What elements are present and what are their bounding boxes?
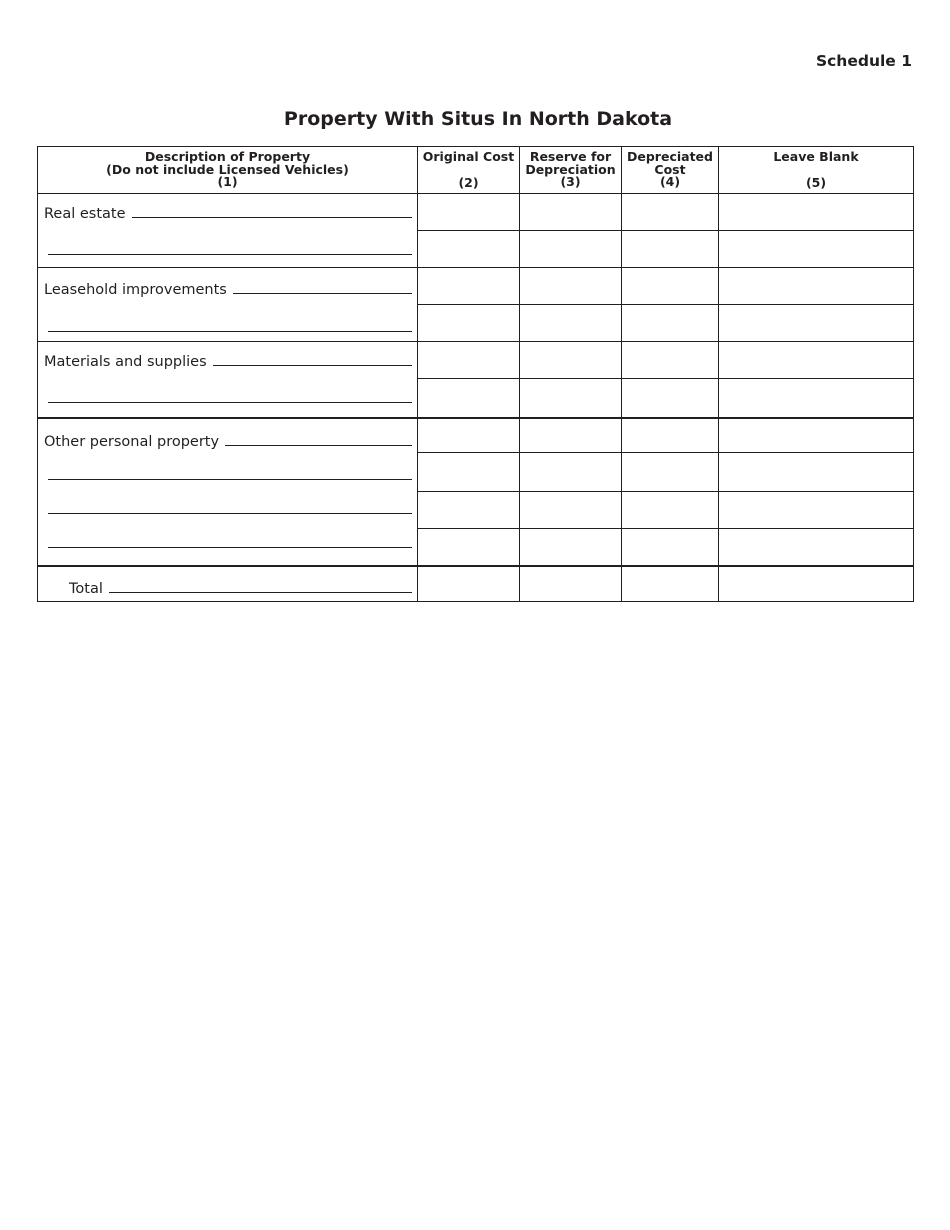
header-leave-blank [719,147,914,194]
real-estate-description[interactable] [38,194,418,268]
real-estate-depreciated-cell-2[interactable] [622,231,719,268]
total-depreciated-cell[interactable] [622,566,719,602]
other-property-extra-line-2[interactable] [48,512,412,514]
leasehold-depreciated-cell-1[interactable] [622,268,719,305]
materials-original-cost-cell-2[interactable] [418,379,520,418]
materials-leave-blank-cell-2 [719,379,914,418]
other-leave-blank-cell-1 [719,418,914,453]
materials-extra-line[interactable] [48,401,412,403]
other-depreciated-cell-3[interactable] [622,492,719,529]
other-property-label: Other personal property [44,433,220,450]
real-estate-depreciated-cell-1[interactable] [622,194,719,231]
header-depreciated-title-2: Cost [654,161,686,177]
other-original-cost-cell-1[interactable] [418,418,520,453]
leasehold-original-cost-cell-1[interactable] [418,268,520,305]
other-reserve-cell-1[interactable] [520,418,622,453]
other-property-description[interactable] [38,418,418,566]
total-description[interactable] [38,566,418,602]
real-estate-extra-line[interactable] [48,253,412,255]
other-leave-blank-cell-4 [719,529,914,566]
total-row [38,566,914,602]
materials-description[interactable] [38,342,418,418]
materials-original-cost-cell-1[interactable] [418,342,520,379]
materials-reserve-cell-2[interactable] [520,379,622,418]
property-schedule-table [37,146,914,602]
other-property-extra-line-1[interactable] [48,478,412,480]
header-description-title: Description of Property [144,149,311,164]
form-title: Property With Situs In North Dakota [283,108,673,130]
header-leave-blank-number: (5) [805,174,827,190]
other-property-fill-line[interactable] [225,444,412,446]
header-description [38,147,418,194]
real-estate-fill-line[interactable] [132,216,412,218]
leasehold-reserve-cell-1[interactable] [520,268,622,305]
real-estate-reserve-cell-1[interactable] [520,194,622,231]
header-reserve-title-2: Depreciation [525,161,616,177]
header-reserve-depreciation [520,147,622,194]
other-depreciated-cell-1[interactable] [622,418,719,453]
leasehold-leave-blank-cell-1 [719,268,914,305]
materials-fill-line[interactable] [213,364,412,366]
leasehold-extra-line[interactable] [48,330,412,332]
real-estate-original-cost-cell-1[interactable] [418,194,520,231]
header-row [38,147,914,194]
header-depreciated-title-1: Depreciated [627,149,713,164]
materials-leave-blank-cell-1 [719,342,914,379]
header-depreciated-cost [622,147,719,194]
total-reserve-cell[interactable] [520,566,622,602]
leasehold-original-cost-cell-2[interactable] [418,305,520,342]
total-leave-blank-cell [719,566,914,602]
header-reserve-number: (3) [560,174,581,189]
materials-reserve-cell-1[interactable] [520,342,622,379]
table-row [38,194,914,231]
header-original-cost-title: Original Cost [422,149,515,164]
materials-label: Materials and supplies [44,354,207,370]
header-description-note: (Do not include Licensed Vehicles) [106,161,349,177]
table-row [38,268,914,305]
total-original-cost-cell[interactable] [418,566,520,602]
other-reserve-cell-4[interactable] [520,529,622,566]
other-depreciated-cell-2[interactable] [622,453,719,492]
real-estate-reserve-cell-2[interactable] [520,231,622,268]
other-property-extra-line-3[interactable] [48,546,412,548]
leasehold-reserve-cell-2[interactable] [520,305,622,342]
real-estate-leave-blank-cell-1 [719,194,914,231]
schedule-label: Schedule 1 [815,52,912,70]
table-row [38,342,914,379]
other-original-cost-cell-4[interactable] [418,529,520,566]
other-original-cost-cell-2[interactable] [418,453,520,492]
header-original-cost-number: (2) [458,174,479,190]
header-reserve-title-1: Reserve for [529,149,612,164]
other-reserve-cell-2[interactable] [520,453,622,492]
materials-depreciated-cell-2[interactable] [622,379,719,418]
leasehold-fill-line[interactable] [233,292,412,294]
other-reserve-cell-3[interactable] [520,492,622,529]
real-estate-leave-blank-cell-2 [719,231,914,268]
other-original-cost-cell-3[interactable] [418,492,520,529]
header-depreciated-number: (4) [659,174,681,189]
header-description-number: (1) [217,174,238,189]
real-estate-label: Real estate [44,206,126,222]
table-row [38,418,914,453]
other-leave-blank-cell-3 [719,492,914,529]
leasehold-depreciated-cell-2[interactable] [622,305,719,342]
leasehold-label: Leasehold improvements [44,282,227,298]
total-label: Total [69,580,103,597]
materials-depreciated-cell-1[interactable] [622,342,719,379]
leasehold-description[interactable] [38,268,418,342]
header-leave-blank-title: Leave Blank [773,149,859,164]
total-fill-line[interactable] [109,591,412,593]
other-leave-blank-cell-2 [719,453,914,492]
header-original-cost [418,147,520,194]
real-estate-original-cost-cell-2[interactable] [418,231,520,268]
leasehold-leave-blank-cell-2 [719,305,914,342]
other-depreciated-cell-4[interactable] [622,529,719,566]
